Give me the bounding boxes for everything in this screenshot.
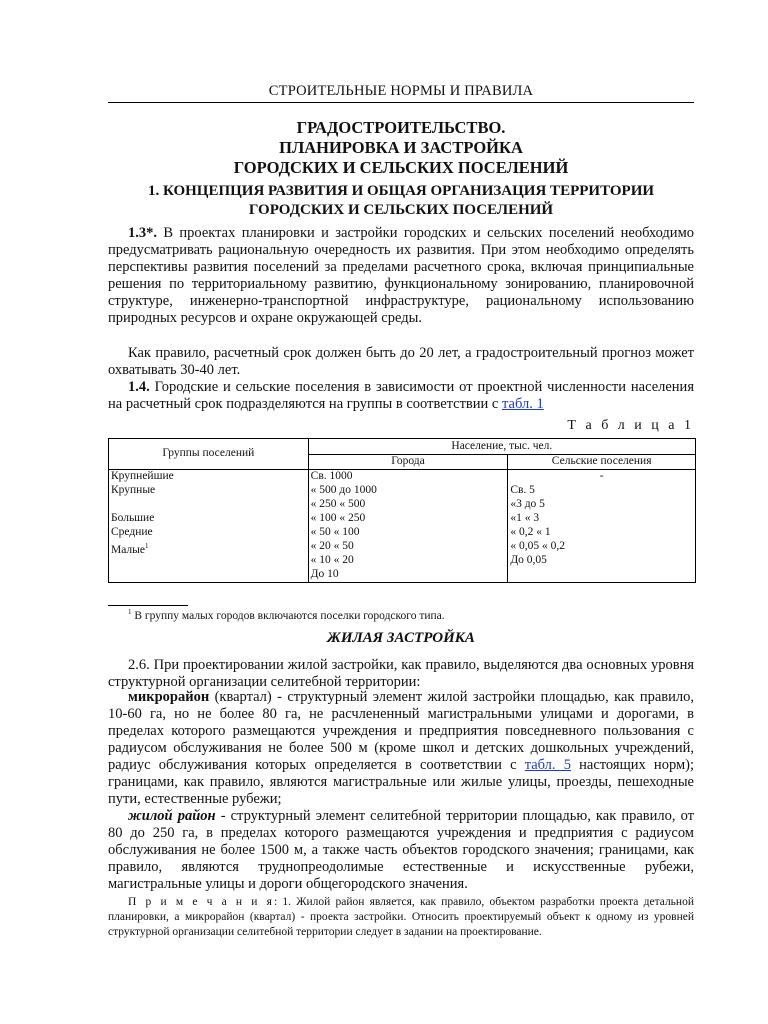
footnote-text: В группу малых городов включаются поселки городского типа. xyxy=(131,609,445,622)
group-cell: Средние xyxy=(111,525,153,538)
table-header-population: Население, тыс. чел. xyxy=(308,439,695,455)
cities-cell: « 10 « 20 xyxy=(310,553,354,566)
paragraph-1-3-number: 1.3*. xyxy=(128,225,157,241)
rural-column xyxy=(508,469,696,582)
rural-cell: До 0,05 xyxy=(510,553,547,566)
rural-cell xyxy=(510,568,693,582)
rural-cell: « 0,2 « 1 xyxy=(510,525,551,538)
table-1-link[interactable]: табл. 1 xyxy=(502,396,544,412)
cities-column xyxy=(308,469,508,582)
rural-cell: « 0,05 « 0,2 xyxy=(510,539,565,552)
paragraph-2-6: 2.6. При проектировании жилой застройки, как правило, выделяются два основных уровня структурной организации селитебной территории: xyxy=(108,657,694,690)
paragraph-1-3 xyxy=(108,225,694,327)
group-cell: Крупные xyxy=(111,483,156,496)
running-head: СТРОИТЕЛЬНЫЕ НОРМЫ И ПРАВИЛА xyxy=(108,83,694,103)
title-line-1: ГРАДОСТРОИТЕЛЬСТВО. xyxy=(296,118,506,137)
table-header-cities: Города xyxy=(308,455,508,470)
microdistrict-term: микрорайон xyxy=(128,689,210,705)
microdistrict-text-2: настоящих норм); границами, как правило, являются магистральные или жилые улицы, проезды, пешеходные пути, естественные рубежи; xyxy=(108,757,695,807)
section-1-title xyxy=(108,182,694,220)
rural-cell: Св. 5 xyxy=(510,483,535,496)
paragraph-1-4 xyxy=(108,379,694,413)
notes xyxy=(108,895,694,940)
groups-column xyxy=(109,469,309,582)
document-title xyxy=(108,118,694,178)
cities-cell: « 250 « 500 xyxy=(310,497,366,510)
paragraph-1-4-text: Городские и сельские поселения в зависимости от проектной численности населения на расчетный срок подразделяются на группы в соответствии с xyxy=(108,379,694,412)
paragraph-residential-district xyxy=(108,808,694,893)
table-header-groups: Группы поселений xyxy=(109,439,309,470)
cities-cell: « 500 до 1000 xyxy=(310,483,377,496)
cities-cell: « 100 « 250 xyxy=(310,511,366,524)
paragraph-forecast: Как правило, расчетный срок должен быть до 20 лет, а градостроительный прогноз может охватывать 30-40 лет. xyxy=(108,345,694,378)
cities-cell: До 10 xyxy=(310,567,339,580)
settlement-groups-table xyxy=(108,438,696,583)
footnote-divider xyxy=(108,605,188,606)
group-cell: Большие xyxy=(111,511,155,524)
group-cell: Крупнейшие xyxy=(111,469,174,482)
paragraph-1-4-number: 1.4. xyxy=(128,379,150,395)
residential-section-title: ЖИЛАЯ ЗАСТРОЙКА xyxy=(327,630,475,646)
table-5-link[interactable]: табл. 5 xyxy=(524,757,571,773)
group-cell xyxy=(111,554,306,568)
footnote xyxy=(128,608,445,622)
notes-label: П р и м е ч а н и я xyxy=(128,896,274,908)
title-line-2: ПЛАНИРОВКА И ЗАСТРОЙКА xyxy=(279,138,523,157)
group-cell xyxy=(111,568,306,582)
district-text: - структурный элемент селитебной территории площадью, как правило, от 80 до 250 га, в пределах которого размещаются учреждения и предприятия с радиусом обслуживания не более 1500 м, а также часть объектов городского значения; границами, как правило, являются труднопреодолимые естественные и искусственные рубежи, магистральные улицы и дороги общегородского значения. xyxy=(108,808,694,892)
notes-text: : 1. Жилой район является, как правило, объектом разработки проекта детальной планировки, а микрорайон (квартал) - проекта застройки. Относить проектируемый объект к одному из уровней структурной организации селитебной территории следует в задании на проектирование. xyxy=(108,896,694,938)
footnote-mark: 1 xyxy=(145,541,149,550)
cities-cell: « 50 « 100 xyxy=(310,525,360,538)
rural-cell: «1 « 3 xyxy=(510,511,540,524)
microdistrict-text-1: (квартал) - структурный элемент жилой застройки площадью, как правило, 10-60 га, но не более 80 га, не расчлененный магистральными улицами и дорогами, в пределах которого размещаются учреждения и предприятия повседневного пользования с радиусом обслуживания не более 500 м (кроме школ и детских дошкольных учреждений, радиус обслуживания которых определяется в соответствии с xyxy=(108,689,694,773)
district-term: жилой район xyxy=(128,808,216,824)
group-cell-small-label: Малые xyxy=(111,543,146,556)
rural-cell: - xyxy=(599,469,604,482)
table-1-label: Т а б л и ц а 1 xyxy=(567,418,694,433)
group-cell-small xyxy=(111,540,306,554)
footnote-number: 1 xyxy=(128,608,132,616)
rural-cell: «3 до 5 xyxy=(510,497,545,510)
paragraph-microdistrict xyxy=(108,689,694,808)
title-line-3: ГОРОДСКИХ И СЕЛЬСКИХ ПОСЕЛЕНИЙ xyxy=(233,158,569,177)
cities-cell: « 20 « 50 xyxy=(310,539,354,552)
section-1-title-line-2: ГОРОДСКИХ И СЕЛЬСКИХ ПОСЕЛЕНИЙ xyxy=(248,202,554,218)
group-cell xyxy=(111,498,306,512)
table-header-rural: Сельские поселения xyxy=(508,455,696,470)
section-1-title-line-1: 1. КОНЦЕПЦИЯ РАЗВИТИЯ И ОБЩАЯ ОРГАНИЗАЦИЯ ТЕРРИТОРИИ xyxy=(147,183,655,199)
paragraph-1-3-text: В проектах планировки и застройки городских и сельских поселений необходимо предусматривать рациональную очередность их развития. При этом необходимо определять перспективы развития поселений за пределами расчетного срока, включая принципиальные решения по территориальному развитию, функциональному зонированию, планировочной структуре, инженерно-транспортной инфраструктуре, рациональному использованию природных ресурсов и охране окружающей среды. xyxy=(108,225,694,326)
cities-cell: Св. 1000 xyxy=(310,469,353,482)
